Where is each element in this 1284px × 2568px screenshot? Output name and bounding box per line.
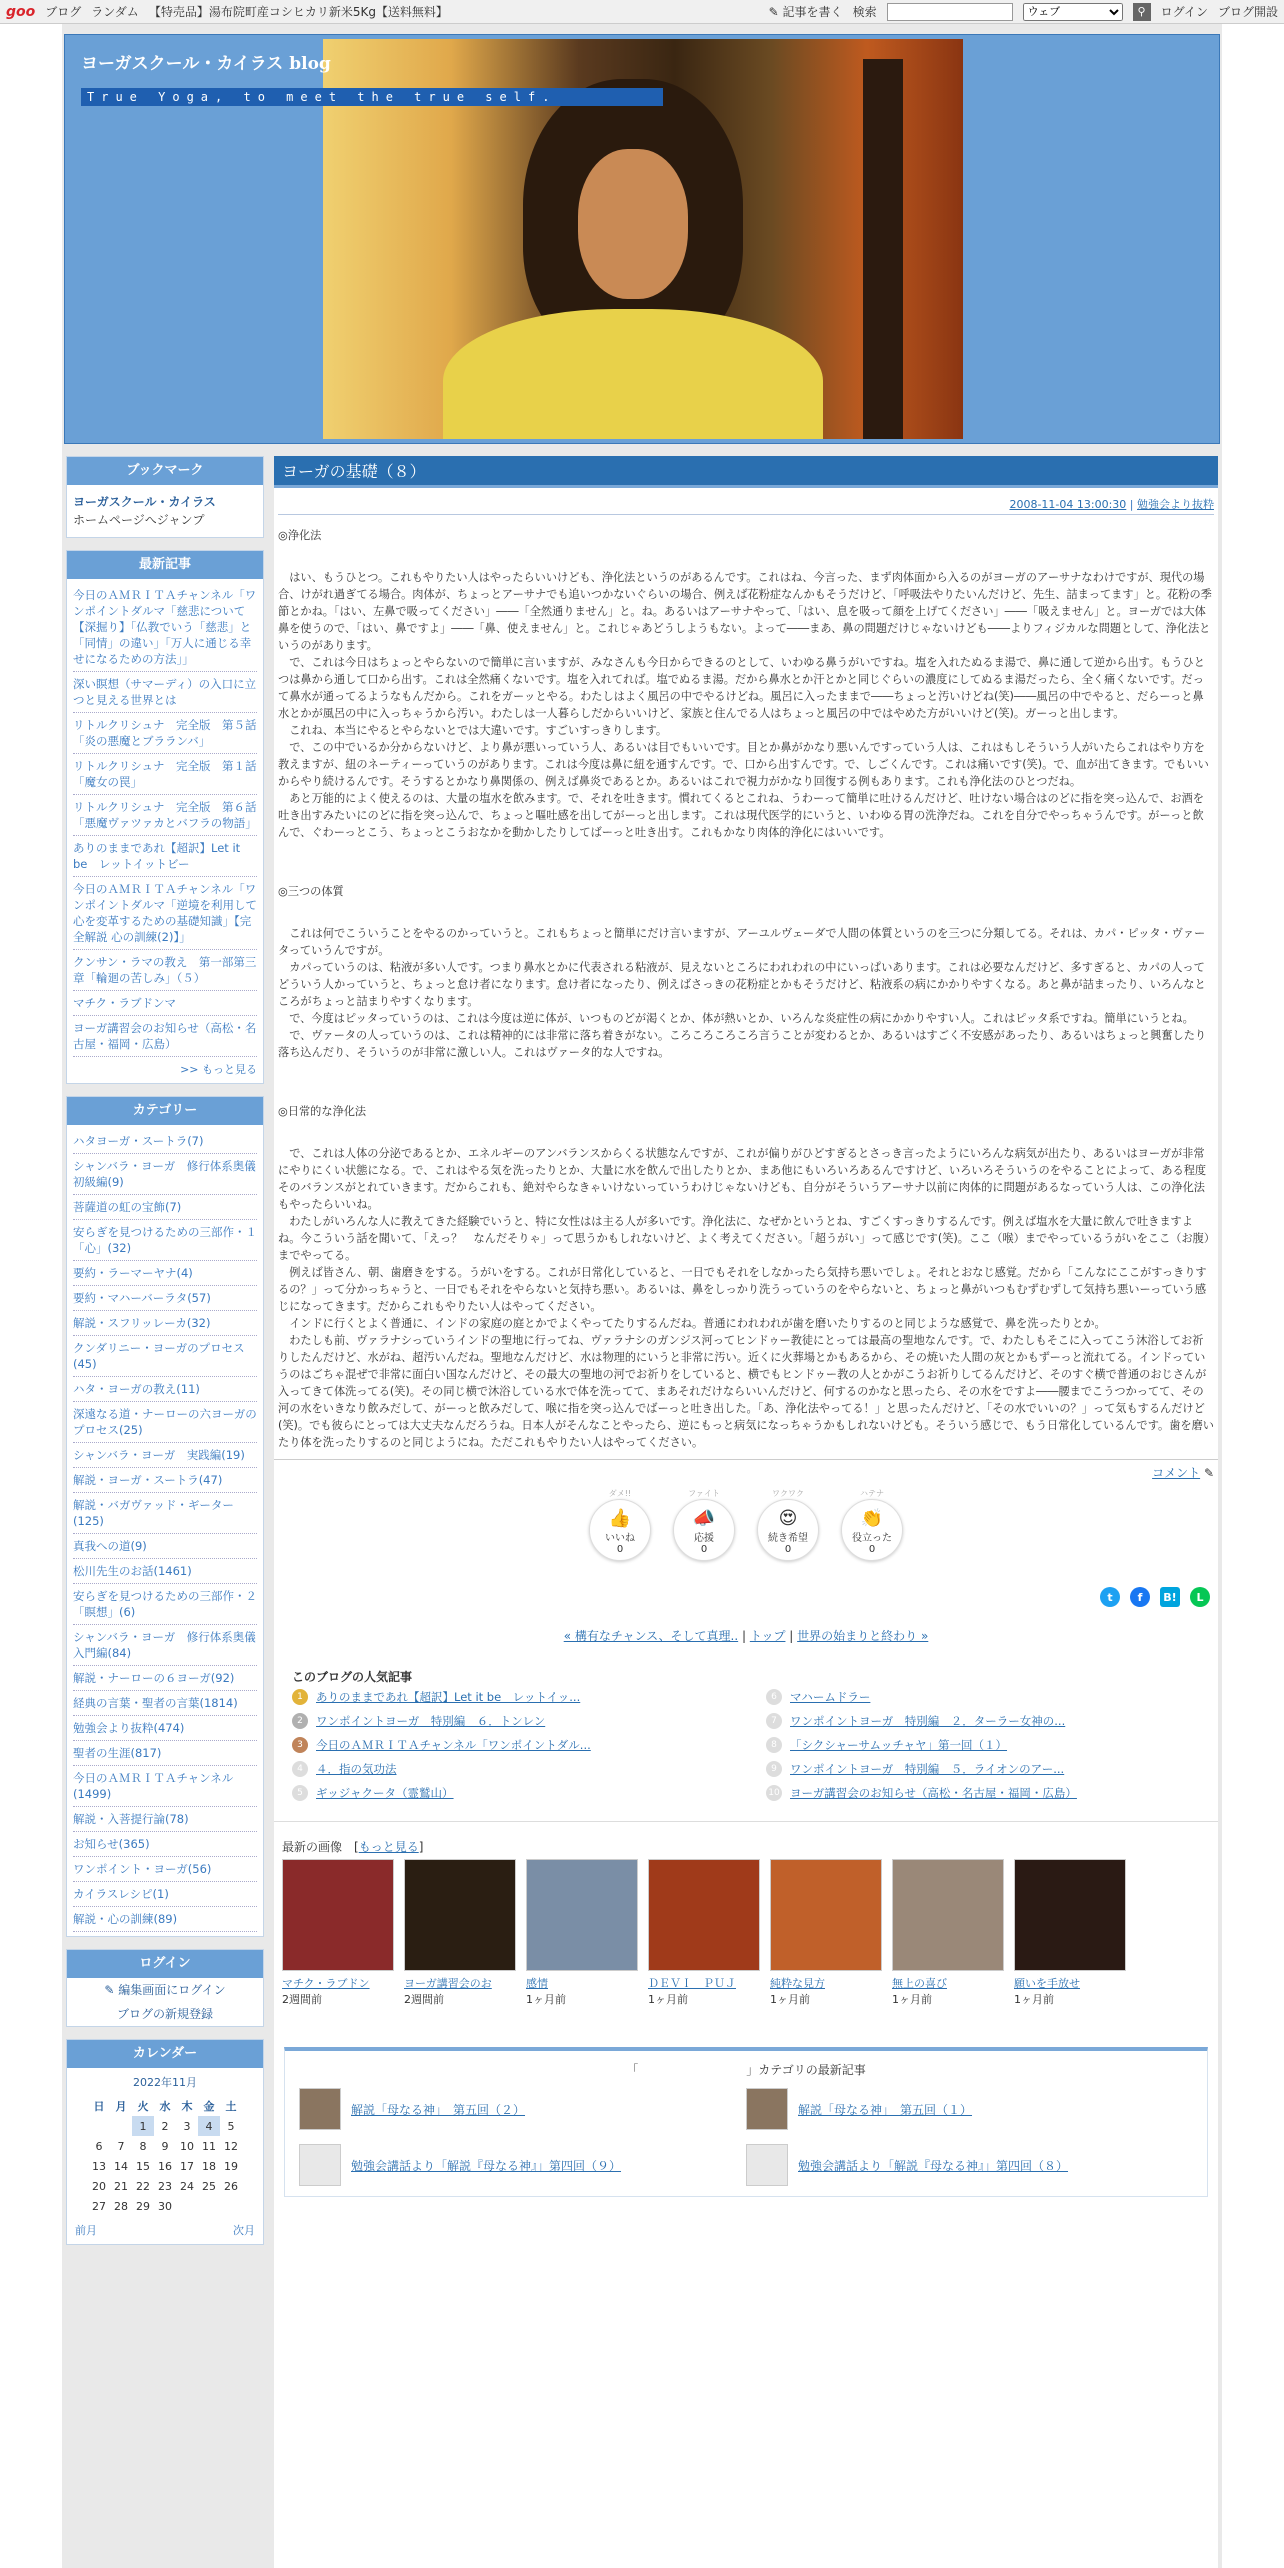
image-age: 1ヶ月前 [770,1993,810,2006]
topbar-link-ad[interactable]: 【特売品】湯布院町産コシヒカリ新米5Kg【送料無料】 [148,5,448,19]
recent-post-link[interactable]: ヨーガ講習会のお知らせ（高松・名古屋・福岡・広島） [73,1021,257,1051]
blog-header [64,34,1220,444]
popular-item [292,1761,726,1777]
image-age: 1ヶ月前 [892,1993,932,2006]
recent-post-item [73,795,257,836]
reaction-count: 0 [868,1544,876,1555]
category-item [73,1625,268,1666]
image-link[interactable]: 無上の喜び [892,1977,947,1990]
category-link[interactable]: 深遠なる道・ナーローの六ヨーガのプロセス(25) [73,1407,257,1437]
category-item [73,1402,257,1443]
calendar-weekday: 金 [203,2100,215,2113]
category-item [73,1882,257,1907]
blog-title[interactable]: ヨーガスクール・カイラス blog [81,54,331,74]
search-label: 検索 [852,5,877,19]
login-box [66,1949,264,2027]
recent-post-link[interactable]: リトルクリシュナ 完全版 第５話「炎の悪魔とブラランバ」 [73,718,257,748]
popular-title: このブログの人気記事 [292,1670,413,1684]
start-blog-link[interactable]: ブログ開設 [1217,5,1278,19]
recent-posts-box [66,550,264,1084]
calendar-next[interactable]: 次月 [233,2224,255,2237]
rank-badge: 1 [292,1689,308,1705]
bookmark-desc: ホームページへジャンプ [73,513,205,527]
category-link[interactable]: 要約・ラーマーヤナ(4) [73,1266,193,1280]
category-item [73,1857,257,1882]
paragraph: これは何でこういうことをやるのかっていうと。これもちょっと簡単にだけ言いますが、アーユルヴェーダで人間の体質というのを三つに分類してる。それは、カパ・ピッタ・ヴァータっていうんですが。 [278,927,1206,957]
latest-images: 最新の画像 [もっと見る] マチク・ラブドン 2週間前 ヨーガ講習会のお 2週間前 感情 1ヶ月前 ＤＥＶＩ ＰＵＪ 1ヶ月前 純粋な見方 1ヶ月前 無上の喜び 1ヶ月前 願いを手放せ 1ヶ月前 [274,1821,1218,2023]
image-thumbnail[interactable] [526,1859,638,1971]
popular-link[interactable]: ありのままであれ【超訳】Let it be レットイッ... [316,1690,581,1704]
more-recent-link[interactable]: >> もっと見る [180,1063,257,1076]
image-card [526,1859,638,2007]
hatena-bookmark-icon[interactable]: B! [1160,1587,1180,1607]
calendar-day[interactable]: 14 [114,2159,128,2173]
calendar-day[interactable]: 20 [92,2179,106,2193]
rank-badge: 10 [766,1785,782,1801]
category-item [73,1377,257,1402]
category-link[interactable]: シャンバラ・ヨーガ 実践編(19) [73,1448,245,1462]
paragraph: で、ヴァータの人っていうのは、これは精神的には非常に落ち着きがない。ころころころころ言うことが変わるとか、あるいはすごく不安感があったり、あるいはちょっと興奮したり落ち込んだり、そういうのが非常に激しい人。これはヴァータ的な人ですね。 [278,1029,1207,1059]
calendar-day[interactable]: 22 [136,2179,150,2193]
category-link[interactable]: ワンポイント・ヨーガ(56) [73,1862,212,1876]
reaction-icon: 👍 [608,1508,632,1529]
category-link[interactable]: 安らぎを見つけるための三部作・１「心」(32) [73,1225,257,1255]
calendar-day[interactable]: 10 [180,2139,194,2153]
category-post-item [746,2088,1193,2130]
popular-link[interactable]: ワンポイントヨーガ 特別編 ２．ターラー女神の... [790,1714,1066,1728]
pencil-icon: ✎ [104,1983,115,1997]
category-link[interactable]: 解説・バガヴァッド・ギーター(125) [73,1498,234,1528]
paragraph: カパっていうのは、粘液が多い人です。つまり鼻水とかに代表される粘液が、見えないところにわれわれの中にいっぱいあります。これは必要なんだけど、多すぎると、カパの人ってどういう人かっていうと、ちょっと怠け者になります。怠け者になったり、例えばさっきの花粉症とかもそうだけど、粘液系の病にかかりやすくなる。あと鼻が詰まったり、いろんなところがちょっと詰まりやすくなります。 [278,961,1206,1008]
write-label: 記事を書く [782,5,843,19]
reaction-icon: 📣 [692,1508,716,1529]
category-item [73,1493,257,1534]
calendar-box [66,2039,264,2245]
popular-link[interactable]: ギッジャクータ（霊鷲山） [316,1786,454,1800]
paragraph: で、これは人体の分泌であるとか、エネルギーのアンバランスからくる状態なんですが、これが偏りがひどすぎるとさっき言ったようにいろんな病気が出たり、あるいはヨーガが非常にやりにくい状態になる。で、これはやる気を洗ったりとか、大量に水を飲んで出したりとか、まあ他にもいろいろあるんですけど、いろいろそういうのをやることによって、ある程度そのバランスがとれていきます。だからこれも、絶対やらなきゃいけないっていうわけじゃないけども、自分がそういうアーサナ以前に肉体的に問題があるなっていう人は、この浄化法もやったらいいね。 [278,1147,1207,1211]
image-link[interactable]: 願いを手放せ [1014,1977,1080,1990]
reaction-top-label: ファイト [688,1489,720,1498]
recent-post-item [73,950,257,991]
top-bar [0,0,1284,24]
calendar-day[interactable]: 13 [92,2159,106,2173]
category-link[interactable]: シャンバラ・ヨーガ 修行体系奥儀 初級編(9) [73,1159,268,1189]
entry-title: ヨーガの基礎（８） [274,456,1218,488]
comment-link[interactable]: コメント [1152,1466,1201,1480]
calendar-day[interactable]: 15 [136,2159,150,2173]
popular-link[interactable]: ヨーガ講習会のお知らせ（高松・名古屋・福岡・広島） [790,1786,1077,1800]
category-link[interactable]: 解説・入菩提行論(78) [73,1812,189,1826]
image-card [404,1859,516,2007]
category-item [73,1766,257,1807]
image-thumbnail[interactable] [404,1859,516,1971]
category-link[interactable]: カイラスレシピ(1) [73,1887,169,1901]
recent-post-item [73,583,257,672]
paragraph: で、これは今日はちょっとやらないので簡単に言いますが、みなさんも今日からできるのとして、いわゆる鼻うがいですね。塩を入れたぬるま湯で、鼻に通して逆から出す。もうひとつは鼻から通して口から出す。これは全然痛くないです。塩を入れてれば。塩でぬるま湯。だから鼻水とか汗とかと同じぐらいの濃度にしてぬるま湯だったら、全く痛くないです。だって鼻水が通ってるようなもんだから。これをガーッとやる。わたしはよく風呂の中でやるけどね。風呂に入ったままで――ちょっと汚いけどね(笑)――風呂の中でやると、だらーっと鼻水とかが風呂の中に入っちゃうから汚い。わたしは一人暮らしだからいいけど、家族と住んでる人はちょっと風呂の中ではやめた方がいいけど(笑)。ガーっと出します。 [278,656,1205,720]
reaction-button[interactable] [589,1489,651,1561]
calendar-table [88,2096,242,2216]
calendar-day[interactable]: 30 [158,2199,172,2213]
category-link[interactable]: 聖者の生涯(817) [73,1746,162,1760]
bookmark-box [66,456,264,538]
recent-post-item [73,836,257,877]
recent-post-item [73,877,257,950]
facebook-icon[interactable]: f [1130,1587,1150,1607]
rank-badge: 3 [292,1737,308,1753]
calendar-day[interactable]: 17 [180,2159,194,2173]
calendar-day[interactable]: 4 [198,2116,220,2136]
category-link[interactable]: 経典の言葉・聖者の言葉(1814) [73,1696,238,1710]
category-link[interactable]: 真我への道(9) [73,1539,147,1553]
category-box [66,1096,268,1937]
comment-row [274,1459,1218,1481]
category-item [73,1832,257,1857]
category-item [73,1584,257,1625]
recent-post-link[interactable]: 今日のＡＭＲＩＴＡチャンネル「ワンポイントダルマ「逆境を利用して心を変革するための基礎知識」【完全解説 心の訓練(2)】」 [73,882,257,944]
image-thumbnail[interactable] [648,1859,760,1971]
category-post-link[interactable]: 勉強会講話より「解説『母なる神』」第四回（９） [351,2158,622,2173]
calendar-day [176,2196,198,2216]
calendar-weekday: 土 [225,2100,237,2113]
latest-images-title: 最新の画像 [282,1840,343,1854]
category-post-link[interactable]: 解説「母なる神」 第五回（１） [798,2102,973,2117]
category-item [73,1907,257,1932]
calendar-day [198,2196,220,2216]
popular-item [766,1737,1200,1753]
search-scope-select[interactable] [1023,3,1123,21]
image-link[interactable]: 感情 [526,1977,548,1990]
reaction-label: いいね [605,1533,635,1544]
reaction-button[interactable] [841,1489,903,1561]
paragraph: インドに行くとよく普通に、インドの家庭の庭とかでよくやってたりするんだね。普通にわれわれが歯を磨いたりするのと同じような感覚で、鼻を洗ったりとか。 [278,1317,1106,1330]
category-post-item [299,2088,746,2130]
category-post-item [746,2144,1193,2186]
reaction-button[interactable] [757,1489,819,1561]
rank-badge: 7 [766,1713,782,1729]
category-link[interactable]: シャンバラ・ヨーガ 修行体系奥儀 入門編(84) [73,1630,268,1660]
calendar-day[interactable]: 11 [202,2139,216,2153]
image-card [770,1859,882,2007]
calendar-day [110,2116,132,2136]
popular-link[interactable]: 「シクシャーサムッチャヤ」第一回（１） [790,1738,1008,1752]
reaction-count: 0 [700,1544,708,1555]
image-age: 1ヶ月前 [1014,1993,1054,2006]
recent-post-link[interactable]: 今日のＡＭＲＩＴＡチャンネル「ワンポイントダルマ「慈悲について【深掘り】「仏教でいう「慈悲」と「同情」の違い」「万人に通じる幸せになるための方法」」 [73,588,257,666]
calendar-weekday: 火 [137,2100,149,2113]
calendar-day[interactable]: 1 [132,2116,154,2136]
category-item [73,1468,257,1493]
category-link[interactable]: 解説・ヨーガ・スートラ(47) [73,1473,223,1487]
paragraph: あと万能的によく使えるのは、大量の塩水を飲みます。で、それを吐きます。慣れてくるとこれね、うわーって簡単に吐けるんだけど、吐けない場合はのどに指を突っ込んで、お酒を吐き出すみたいにのどに指を突っ込んで、ちょっと嘔吐感を出してがーっと出します。これは現代医学的にいうと、いわゆる胃の洗浄だね。これを自分でやっちゃうんです。がーっと飲んで、ぐわーっとこう、ちょっとこうおなかを動かしたりしてばーっと吐き出す。これもかなり肉体的浄化にはいいです。 [278,792,1204,839]
popular-link[interactable]: 今日のＡＭＲＩＴＡチャンネル「ワンポイントダル... [316,1738,591,1752]
reaction-label: 応援 [694,1533,714,1544]
category-link[interactable]: ハタ・ヨーガの教え(11) [73,1382,200,1396]
calendar-day[interactable]: 29 [136,2199,150,2213]
category-title: カテゴリー [67,1097,263,1125]
section-heading: ◎三つの体質 [278,885,344,898]
calendar-day[interactable]: 24 [180,2179,194,2193]
calendar-day[interactable]: 16 [158,2159,172,2173]
category-item [73,1286,257,1311]
calendar-day[interactable]: 5 [227,2119,235,2133]
prev-post-link[interactable]: « 構有なチャンス、そして真理.. [563,1629,739,1643]
calendar-day[interactable]: 21 [114,2179,128,2193]
calendar-day[interactable]: 28 [114,2199,128,2213]
recent-post-item [73,754,257,795]
category-link[interactable]: 勉強会より抜粋(474) [73,1721,185,1735]
top-link[interactable]: トップ [749,1629,786,1643]
rank-badge: 9 [766,1761,782,1777]
reaction-icon: 😍 [778,1508,798,1529]
calendar-day[interactable]: 23 [158,2179,172,2193]
calendar-weekday: 日 [93,2100,105,2113]
calendar-day[interactable]: 8 [139,2139,147,2153]
recent-post-item [73,1016,257,1057]
category-link[interactable]: ハタヨーガ・スートラ(7) [73,1134,204,1148]
popular-link[interactable]: マハームドラー [790,1690,871,1704]
recent-post-item [73,991,257,1016]
recent-post-link[interactable]: リトルクリシュナ 完全版 第１話「魔女の罠」 [73,759,257,789]
category-item [73,1534,257,1559]
category-item [73,1154,268,1195]
image-card [892,1859,1004,2007]
recent-post-item [73,713,257,754]
calendar-day[interactable]: 7 [117,2139,125,2153]
paragraph: はい、もうひとつ。これもやりたい人はやったらいいけども、浄化法というのがあるんです。これはね、今言った、まず肉体面から入るのがヨーガのアーサナなわけですが、現代の場合、けがれ過ぎてる場合。肉体が、ちょっとアーサナでも追いつかないぐらいの場合、例えば花粉症なんかもそうだけど、「呼吸法やりたいんだけど、先生、詰まってます」と。花粉の季節とかね。「はい、左鼻で吸ってください」――「全然通りません」と。ね。あるいはアーサナやって、「はい、息を吸って顔を上げてください」――「吸えません」と。ヨーガでは大体鼻を使うので、「はい、鼻ですよ」――「鼻、使えません」と。これじゃあどうしようもない。よって――まあ、鼻の問題だけじゃないけども――よりフィジカルな問題として、浄化法というのがあります。 [278,571,1212,652]
recent-post-link[interactable]: 深い瞑想（サマーディ）の入口に立つと見える世界とは [73,677,257,707]
left-sidebar [66,456,268,2257]
recent-post-link[interactable]: マチク・ラブドンマ [73,996,177,1010]
register-link[interactable]: ブログの新規登録 [116,2007,213,2021]
entry-meta: 2008-11-04 13:00:30 | 勉強会より抜粋 [278,496,1214,515]
popular-item [766,1785,1200,1801]
calendar-weekday: 水 [159,2100,171,2113]
image-age: 2週間前 [404,1993,444,2006]
paragraph: わたしも前、ヴァラナシっていうインドの聖地に行ってね、ヴァラナシのガンジス河ってヒンドゥー教徒にとっては最高の聖地なんです。で、わたしもそこに入ってこう沐浴してお祈りしたんだけど、水がね、超汚いんだね。聖地なんだけど、水は物理的にいうと非常に汚い。近くに火葬場とかもあるから、その焼いた人間の灰とかもずーっと流れてる。インドっていうのはごちゃ混ぜで非常に面白い国なんだけど、その最大の聖地の河でお祈りをしていると、横でもヒンドゥー教の人とかがこうお祈りしてるんだけど、そのすぐ横で普通のおじさんが入ってきて体洗ってる(笑)。その同じ横で沐浴している水で体を洗ってて、まあそれだけならいいんだけど、何するのかなと思ったら、その水をですよ――腰までこうつかってて、その河の水をいきなり飲みだして、がーっと飲みだして、喉に指を突っ込んでばーっと吐き出した。「あ、浄化法やってる！」と思ったんだけど、「その水でいいの？」って気もするんだけど(笑)。でも彼らにとっては大丈夫なんだろうね。日本人がそんなことやったら、逆にもっと病気になっちゃうかもしれないけども。そういう感じで、もう日常化しているんです。歯を磨いたり体を洗ったりするのと同じようにね。ただこれもやりたい人はやってください。 [278,1334,1214,1449]
category-latest-box [284,2047,1208,2197]
popular-item [292,1713,726,1729]
calendar-title: カレンダー [67,2040,263,2068]
line-icon[interactable]: L [1190,1587,1210,1607]
reaction-top-label: ハテナ [860,1489,884,1498]
category-item [73,1129,257,1154]
category-item [73,1443,257,1468]
recent-posts-title: 最新記事 [67,551,263,579]
post-navigation: « 構有なチャンス、そして真理.. | トップ | 世界の始まりと終わり » [563,1629,929,1643]
popular-posts [274,1668,1218,1801]
edit-login-label: 編集画面にログイン [118,1983,226,1997]
entry-date[interactable]: 2008-11-04 13:00:30 [1009,498,1127,511]
category-link[interactable]: 松川先生のお話(1461) [73,1564,192,1578]
reaction-button[interactable] [673,1489,735,1561]
reaction-count: 0 [616,1544,624,1555]
image-thumbnail[interactable] [892,1859,1004,1971]
category-link[interactable]: 安らぎを見つけるための三部作・２「瞑想」(6) [73,1589,257,1619]
image-card [648,1859,760,2007]
next-post-link[interactable]: 世界の始まりと終わり » [797,1629,929,1643]
reaction-icon: 👏 [860,1508,884,1529]
topbar-link-blog[interactable]: ブログ [45,5,82,19]
recent-post-link[interactable]: クンサン・ラマの教え 第一部第三章「輪廻の苦しみ」（５） [73,955,257,985]
twitter-icon[interactable]: t [1100,1587,1120,1607]
category-post-item [299,2144,746,2186]
category-post-thumbnail[interactable] [299,2144,341,2186]
main-content [274,456,1218,2568]
calendar-day[interactable]: 26 [224,2179,238,2193]
calendar-day [88,2116,110,2136]
popular-link[interactable]: ワンポイントヨーガ 特別編 ５．ライオンのアー... [790,1762,1065,1776]
image-link[interactable]: ＤＥＶＩ ＰＵＪ [648,1977,736,1990]
category-link[interactable]: 解説・スフリッレーカ(32) [73,1316,211,1330]
reaction-count: 0 [784,1544,792,1555]
paragraph: で、この中でいるか分からないけど、より鼻が悪いっていう人、あるいは目でもいいです。目とか鼻がかなり悪いんですっていう人は、これはもしそういう人がいたらこれはやり方を教えますが、紐のネーティーっていうのがあります。これは今度は鼻に紐を通すんです。で、口から出すんです。で、しごくんです。これは痛いです(笑)。で、血が出てきます。でもいいからやり続けるんです。そうするとかなり鼻関係の、例えば鼻炎であるとか。あるいはこれで視力がかなり回復する例もあります。これも浄化法のひとつだね。 [278,741,1209,788]
category-post-link[interactable]: 勉強会講話より「解説『母なる神』」第四回（８） [798,2158,1069,2173]
category-item [73,1195,257,1220]
category-item [73,1716,257,1741]
rank-badge: 6 [766,1689,782,1705]
calendar-day[interactable]: 27 [92,2199,106,2213]
write-article-link[interactable]: ✎ 記事を書く [768,5,843,19]
category-link[interactable]: お知らせ(365) [73,1837,150,1851]
blog-subtitle: True Yoga, to meet the true self. [81,88,663,106]
paragraph: で、今度はピッタっていうのは、これは今度は逆に体が、いつものどが渇くとか、体が熱いとか、いろんな炎症性の病にかかりやすい人。これはピッタ系ですね。簡単にいうとね。 [278,1012,1194,1025]
image-card [1014,1859,1126,2007]
reaction-top-label: ダメ!! [608,1489,632,1498]
topbar-link-random[interactable]: ランダム [91,5,139,19]
reaction-top-label: ワクワク [772,1489,804,1498]
category-link[interactable]: 解説・ナーローの６ヨーガ(92) [73,1671,235,1685]
login-title: ログイン [67,1950,263,1978]
photo-face [578,149,688,299]
calendar-day[interactable]: 19 [224,2159,238,2173]
popular-item [766,1689,1200,1705]
category-item [73,1311,257,1336]
image-link[interactable]: 純粋な見方 [770,1977,825,1990]
reaction-label: 役立った [852,1533,892,1544]
login-link[interactable]: ログイン [1160,5,1208,19]
calendar-weekday: 月 [115,2100,127,2113]
paragraph: これね、本当にやるとやらないとでは大違いです。すごいすっきりします。 [278,724,668,737]
category-link[interactable]: 解説・心の訓練(89) [73,1912,178,1926]
rank-badge: 2 [292,1713,308,1729]
background-sign [863,59,903,439]
rank-badge: 8 [766,1737,782,1753]
image-card [282,1859,394,2007]
popular-item [292,1689,726,1705]
category-item [73,1807,257,1832]
calendar-day[interactable]: 18 [202,2159,216,2173]
recent-post-link[interactable]: リトルクリシュナ 完全版 第６話「悪魔ヴァツァカとバフラの物語」 [73,800,257,830]
section-heading: ◎日常的な浄化法 [278,1105,367,1118]
category-item [73,1220,257,1261]
calendar-day [220,2196,242,2216]
image-thumbnail[interactable] [1014,1859,1126,1971]
calendar-day[interactable]: 9 [161,2139,169,2153]
popular-item [292,1785,726,1801]
image-age: 2週間前 [282,1993,322,2006]
photo-shirt [443,309,823,439]
popular-link[interactable]: ４．指の気功法 [316,1762,397,1776]
category-latest-title: 「 」カテゴリの最新記事 [626,2063,866,2077]
image-thumbnail[interactable] [770,1859,882,1971]
category-post-thumbnail[interactable] [299,2088,341,2130]
category-item [73,1741,257,1766]
calendar-day[interactable]: 2 [161,2119,169,2133]
popular-item [292,1737,726,1753]
rank-badge: 4 [292,1761,308,1777]
calendar-day[interactable]: 12 [224,2139,238,2153]
category-post-link[interactable]: 解説「母なる神」 第五回（２） [351,2102,526,2117]
calendar-day[interactable]: 25 [202,2179,216,2193]
category-link[interactable]: 菩薩道の虹の宝飾(7) [73,1200,182,1214]
image-link[interactable]: マチク・ラブドン [282,1977,370,1990]
bookmark-link[interactable]: ヨーガスクール・カイラス [73,495,216,509]
goo-logo[interactable]: goo [6,3,36,20]
recent-post-item [73,672,257,713]
entry-category[interactable]: 勉強会より抜粋 [1137,498,1214,511]
image-age: 1ヶ月前 [648,1993,688,2006]
category-item [73,1336,257,1377]
category-item [73,1261,257,1286]
image-thumbnail[interactable] [282,1859,394,1971]
calendar-day[interactable]: 6 [95,2139,103,2153]
more-images-link[interactable]: もっと見る [358,1840,419,1854]
image-age: 1ヶ月前 [526,1993,566,2006]
calendar-prev[interactable]: 前月 [75,2224,97,2237]
category-item [73,1691,257,1716]
popular-item [766,1761,1200,1777]
entry-body [274,515,1218,1451]
recent-post-link[interactable]: ありのままであれ【超訳】Let it be レットイットビー [73,841,241,871]
pencil-icon: ✎ [1203,1466,1214,1480]
calendar-day[interactable]: 3 [183,2119,191,2133]
category-link[interactable]: 今日のＡＭＲＩＴＡチャンネル(1499) [73,1771,234,1801]
search-icon[interactable]: ⚲ [1133,3,1151,21]
paragraph: わたしがいろんな人に教えてきた経験でいうと、特に女性はは主る人が多いです。浄化法に、なぜかというとね、すごくすっきりするんです。例えば塩水を大量に飲んで吐きますよね。今こういう話を聞いて、「えっ？ なんだそりゃ」って思うかもしれないけど、よく考えてください。「超うがい」って感じです(笑)。ここ（喉）までやっているうがいをここ（お腹）までやってる。 [278,1215,1210,1262]
category-post-thumbnail[interactable] [746,2144,788,2186]
category-link[interactable]: クンダリニー・ヨーガのプロセス(45) [73,1341,245,1371]
reaction-buttons [274,1489,1218,1561]
reaction-label: 続き希望 [768,1533,808,1544]
category-post-thumbnail[interactable] [746,2088,788,2130]
calendar-caption: 2022年11月 [133,2076,197,2089]
page-wrapper [62,24,1222,2568]
search-input[interactable] [887,3,1013,21]
rank-badge: 5 [292,1785,308,1801]
image-link[interactable]: ヨーガ講習会のお [404,1977,492,1990]
section-heading: ◎浄化法 [278,529,322,542]
edit-login-link[interactable] [67,1978,263,2002]
popular-item [766,1713,1200,1729]
category-link[interactable]: 要約・マハーバーラタ(57) [73,1291,211,1305]
popular-link[interactable]: ワンポイントヨーガ 特別編 ６．トンレン [316,1714,546,1728]
category-item [73,1559,257,1584]
category-item [73,1666,257,1691]
calendar-weekday: 木 [181,2100,193,2113]
bookmark-title: ブックマーク [67,457,263,485]
paragraph: 例えば皆さん、朝、歯磨きをする。うがいをする。これが日常化していると、一日でもそれをしなかったら気持ち悪いでしょ。それとおなじ感覚。だから「こんなにここがすっきりするの？」って分かっちゃうと、一日でもそれをやらないと気持ち悪い。あるいは、鼻をしっかり洗うっていうのをやらないと、ちょっと鼻がいつもむずむずして気持ち悪いーっていう感じになってきます。だからこれもやりたい人はやってください。 [278,1266,1207,1313]
share-buttons [274,1587,1218,1607]
